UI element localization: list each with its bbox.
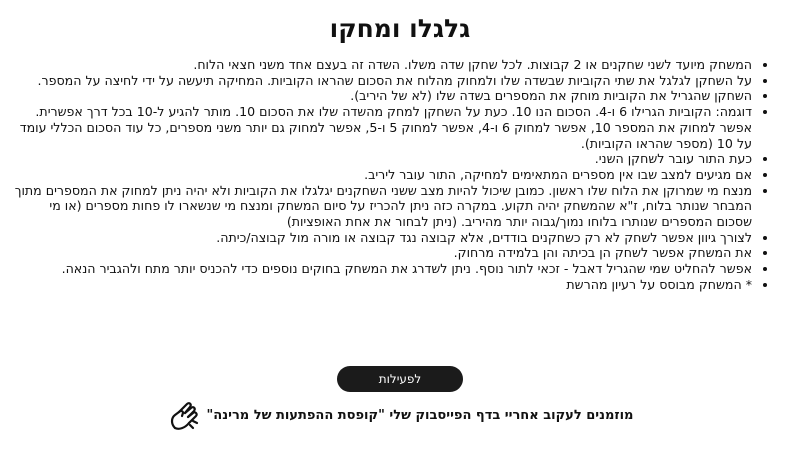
rule-item: • כעת התור עובר לשחקן השני.	[14, 151, 752, 167]
rule-item: • את המשחק אפשר לשחק הן בכיתה והן בלמידה מרחוק.	[14, 245, 752, 261]
page-title: גלגלו ומחקו	[329, 14, 471, 43]
to-activity-button[interactable]: לפעילות	[337, 366, 463, 392]
rule-item: • על השחקן לגלגל את שתי הקוביות שבשדה שלו ולמחוק מהלוח את הסכום שהראו הקוביות. המחיקה תיעשה על ידי לחיצה על המספר.	[14, 73, 752, 89]
rule-item: • השחקן שהגריל את הקוביות מוחק את המספרים בשדה שלו (לא של היריב).	[14, 88, 752, 104]
rule-item: • לצורך גיוון אפשר לשחק לא רק כשחקנים בודדים, אלא קבוצה נגד קבוצה או מורה מול קבוצה/כיתה.	[14, 230, 752, 246]
rule-item: • * המשחק מבוסס על רעיון מהרשת	[14, 277, 752, 293]
facebook-follow-banner[interactable]	[0, 398, 800, 434]
hand-pointer-icon	[167, 398, 203, 434]
rule-item: • מנצח מי שמרוקן את הלוח שלו ראשון. כמובן שיכול להיות מצב ששני השחקנים יגלגלו את הקוביות ולא יהיה ניתן למחוק את המספרים מתוך המבחר שנותר בלוח, ז"א שהמשחק יהיה תקוע. במקרה כזה ניתן להכריז על סיום המשחק ומנצח מי שנשארו לו פחות מספרים (או מי שסכום המספרים שנותרו בלוחו נמוך/גבוה יותר מהיריב. (ניתן לבחור את אחת האופציות)	[14, 183, 752, 230]
rule-item: • אם מגיעים למצב שבו אין מספרים המתאימים למחיקה, התור עובר ליריב.	[14, 167, 752, 183]
rule-item: • אפשר להחליט שמי שהגריל דאבל - זכאי לתור נוסף. ניתן לשדרג את המשחק בחוקים נוספים כדי להכניס יותר מתח ולהגביר הנאה.	[14, 261, 752, 277]
rule-item: • המשחק מיועד לשני שחקנים או 2 קבוצות. לכל שחקן שדה משלו. השדה זה בעצם אחד משני חצאי הלוח.	[14, 57, 752, 73]
rules-list	[14, 57, 770, 293]
follow-text[interactable]: מוזמנים לעקוב אחריי בדף הפייסבוק שלי "קופסת ההפתעות של מרינה"	[206, 408, 634, 423]
rule-item: • דוגמה: הקוביות הגרילו 6 ו-4. הסכום הנו 10. כעת על השחקן למחק מהשדה שלו את הסכום 10. מותר להגיע ל-10 בכל דרך אפשרית. אפשר למחוק את המספר 10, אפשר למחוק 6 ו-4, אפשר למחוק 5 ו-5, אפשר למחוק גם יותר משני מספרים, כל עוד הסכום הכללי עומד על 10 (מספר שהראו הקוביות).	[14, 104, 752, 151]
